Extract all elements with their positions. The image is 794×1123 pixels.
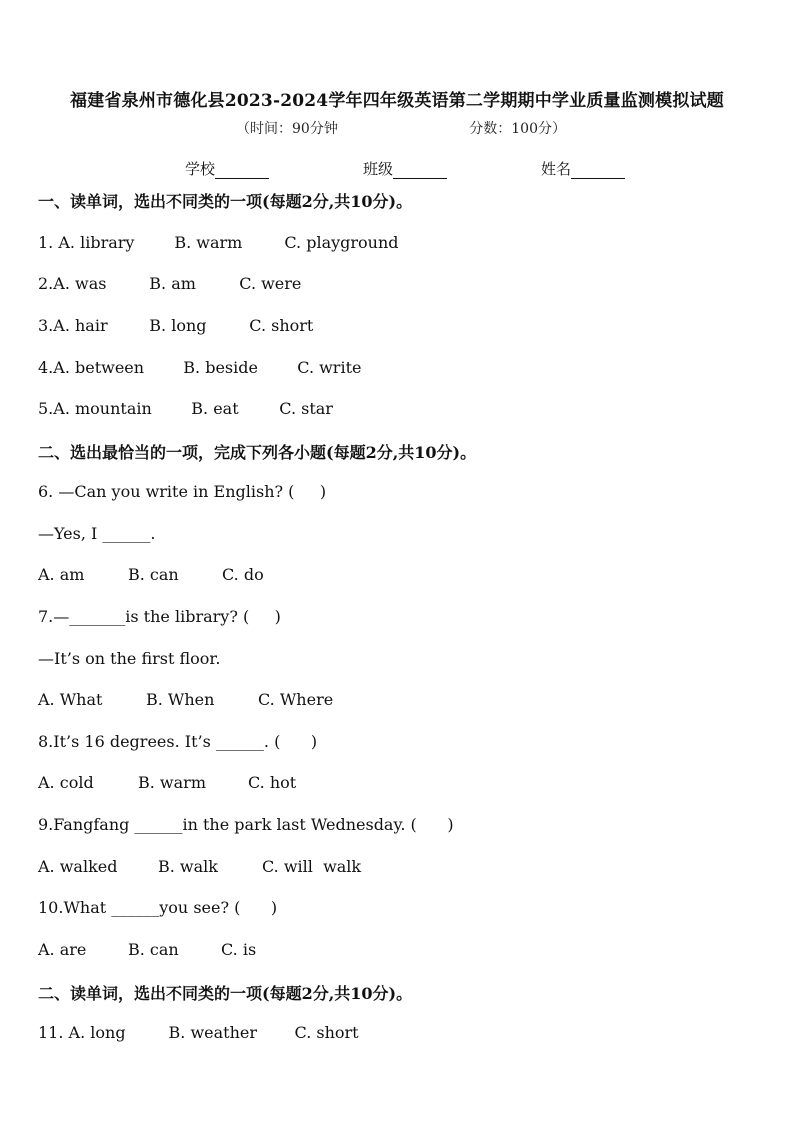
option-c: C. short	[294, 1023, 359, 1042]
option-b: B. am	[149, 274, 196, 293]
question-2	[38, 274, 301, 293]
question-8-stem: 8.It’s 16 degrees. It’s ______. ( )	[38, 732, 318, 751]
option-c: C. is	[221, 940, 257, 959]
option-a: A. cold	[38, 773, 94, 792]
section-heading-1: 一、读单词，选出不同类的一项(每题2分,共10分)。	[38, 192, 413, 211]
question-number: 11.	[38, 1023, 69, 1042]
option-c: C. will walk	[262, 857, 362, 876]
section-heading-3: 二、读单词，选出不同类的一项(每题2分,共10分)。	[38, 984, 413, 1003]
school-blank[interactable]	[215, 164, 269, 179]
option-c: C. were	[239, 274, 302, 293]
question-1	[38, 233, 399, 252]
question-8-options	[38, 773, 296, 792]
question-7-stem: 7.—_______is the library? ( )	[38, 607, 281, 626]
exam-time: （时间：90分钟	[236, 121, 338, 137]
section-heading-2: 二、选出最恰当的一项，完成下列各小题(每题2分,共10分)。	[38, 443, 477, 462]
option-a: A. What	[38, 690, 103, 709]
question-10-stem: 10.What ______you see? ( )	[38, 898, 278, 917]
question-5	[38, 399, 333, 418]
option-c: C. hot	[248, 773, 297, 792]
question-6-options	[38, 565, 264, 584]
question-4	[38, 358, 361, 377]
exam-score: 分数：100分）	[469, 121, 566, 137]
name-label: 姓名	[540, 160, 571, 178]
question-number: 3.	[38, 316, 54, 335]
question-number: 2.	[38, 274, 54, 293]
question-7-reply: —It’s on the first floor.	[38, 649, 221, 668]
option-a: A. was	[53, 274, 107, 293]
option-a: A. long	[68, 1023, 126, 1042]
class-blank[interactable]	[393, 164, 447, 179]
name-blank[interactable]	[571, 164, 625, 179]
option-a: A. mountain	[53, 399, 152, 418]
option-c: C. Where	[258, 690, 334, 709]
question-7-options	[38, 690, 333, 709]
question-11	[38, 1023, 359, 1042]
question-number: 5.	[38, 399, 54, 418]
option-b: B. walk	[158, 857, 218, 876]
option-a: A. between	[53, 358, 145, 377]
option-c: C. short	[249, 316, 314, 335]
option-a: A. library	[58, 233, 135, 252]
class-label: 班级	[362, 160, 393, 178]
option-b: B. warm	[174, 233, 243, 252]
option-b: B. can	[128, 940, 179, 959]
school-label: 学校	[185, 160, 216, 178]
option-b: B. long	[149, 316, 207, 335]
name-field[interactable]	[541, 158, 625, 179]
option-c: C. write	[297, 358, 362, 377]
question-10-options	[38, 940, 256, 959]
option-c: C. playground	[284, 233, 399, 252]
option-c: C. star	[279, 399, 333, 418]
exam-meta	[236, 118, 566, 138]
option-b: B. can	[128, 565, 179, 584]
option-a: A. are	[38, 940, 87, 959]
question-6-reply: —Yes, I ______.	[38, 524, 156, 543]
question-number: 4.	[38, 358, 54, 377]
option-a: A. hair	[53, 316, 108, 335]
option-a: A. walked	[38, 857, 118, 876]
question-6-stem: 6. —Can you write in English? ( )	[38, 482, 327, 501]
question-9-options	[38, 857, 361, 876]
question-3	[38, 316, 313, 335]
page-title: 福建省泉州市德化县2023-2024学年四年级英语第二学期期中学业质量监测模拟试题	[70, 91, 724, 111]
question-9-stem: 9.Fangfang ______in the park last Wednesday. ( )	[38, 815, 454, 834]
option-a: A. am	[38, 565, 85, 584]
option-b: B. weather	[168, 1023, 258, 1042]
question-number: 1.	[38, 233, 59, 252]
option-b: B. warm	[138, 773, 206, 792]
option-b: B. When	[146, 690, 215, 709]
option-b: B. eat	[191, 399, 239, 418]
school-field[interactable]	[185, 158, 269, 179]
student-info	[185, 158, 625, 179]
option-b: B. beside	[183, 358, 258, 377]
option-c: C. do	[222, 565, 264, 584]
class-field[interactable]	[363, 158, 447, 179]
